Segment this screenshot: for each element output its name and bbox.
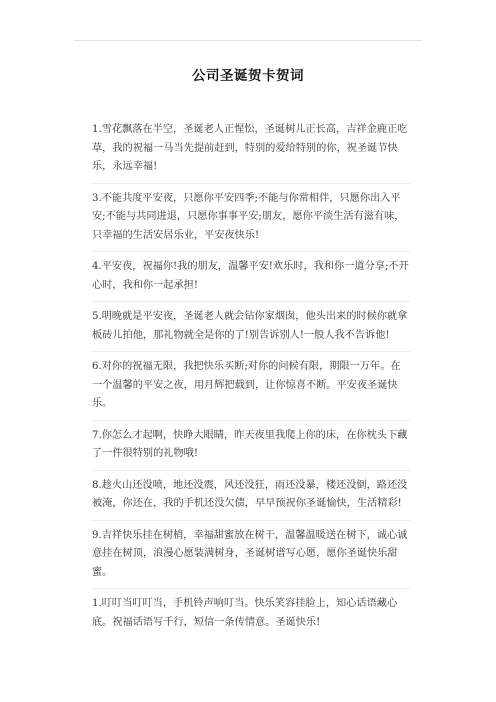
greeting-paragraph: 7.你怎么才起啊，快睁大眼睛，昨天夜里我爬上你的床，在你枕头下藏了一件很特别的礼物哦! xyxy=(92,427,410,471)
greeting-paragraph: 3.不能共度平安夜，只愿你平安四季;不能与你常相伴，只愿你出入平安;不能与共同进退，只愿你事事平安;朋友，愿你平淡生活有滋有味，只幸福的生活安居乐业，平安夜快乐! xyxy=(92,190,410,253)
greeting-paragraph: 6.对你的祝福无限，我把快乐买断;对你的问候有限，期限一万年。在一个温馨的平安之夜，用月辉把载到，让你惊喜不断。平安夜圣诞快乐。 xyxy=(92,358,410,421)
greeting-paragraph: 1.叮叮当叮叮当，手机铃声响叮当。快乐笑容挂脸上，知心话语藏心底。祝福话语写千行，短信一条传情意。圣诞快乐! xyxy=(92,598,398,628)
greeting-paragraph: 5.明晚就是平安夜，圣诞老人就会钻你家烟囱，他头出来的时候你就拿板砖儿拍他，那礼物就全是你的了!别告诉别人!一般人我不告诉他! xyxy=(92,308,410,352)
header-rule xyxy=(74,40,422,41)
greeting-paragraph: 4.平安夜，祝福你!我的朋友，温馨平安!欢乐时，我和你一道分享;不开心时，我和你一起承担! xyxy=(92,258,410,302)
greetings-list xyxy=(92,121,410,644)
greeting-paragraph: 9.吉祥快乐挂在树梢，幸福甜蜜放在树干，温馨温暖送在树下，诚心诚意挂在树顶，浪漫心愿装满树身，圣诞树谱写心愿，愿你圣诞快乐甜蜜。 xyxy=(92,527,410,590)
greeting-paragraph: 1.雪花飘落在半空，圣诞老人正惺忪，圣诞树儿正长高，吉祥金鹿正吃草，我的祝福一马当先提前赶到，特别的爱给特别的你，祝圣诞节快乐，永远幸福! xyxy=(92,121,410,184)
greeting-paragraph: 8.趁火山还没喷，地还没震，风还没狂，雨还没暴，楼还没倒，路还没被淹，你还在，我的手机还没欠债，早早预祝你圣诞愉快，生活精彩! xyxy=(92,477,410,521)
document-title: 公司圣诞贺卡贺词 xyxy=(192,68,304,84)
